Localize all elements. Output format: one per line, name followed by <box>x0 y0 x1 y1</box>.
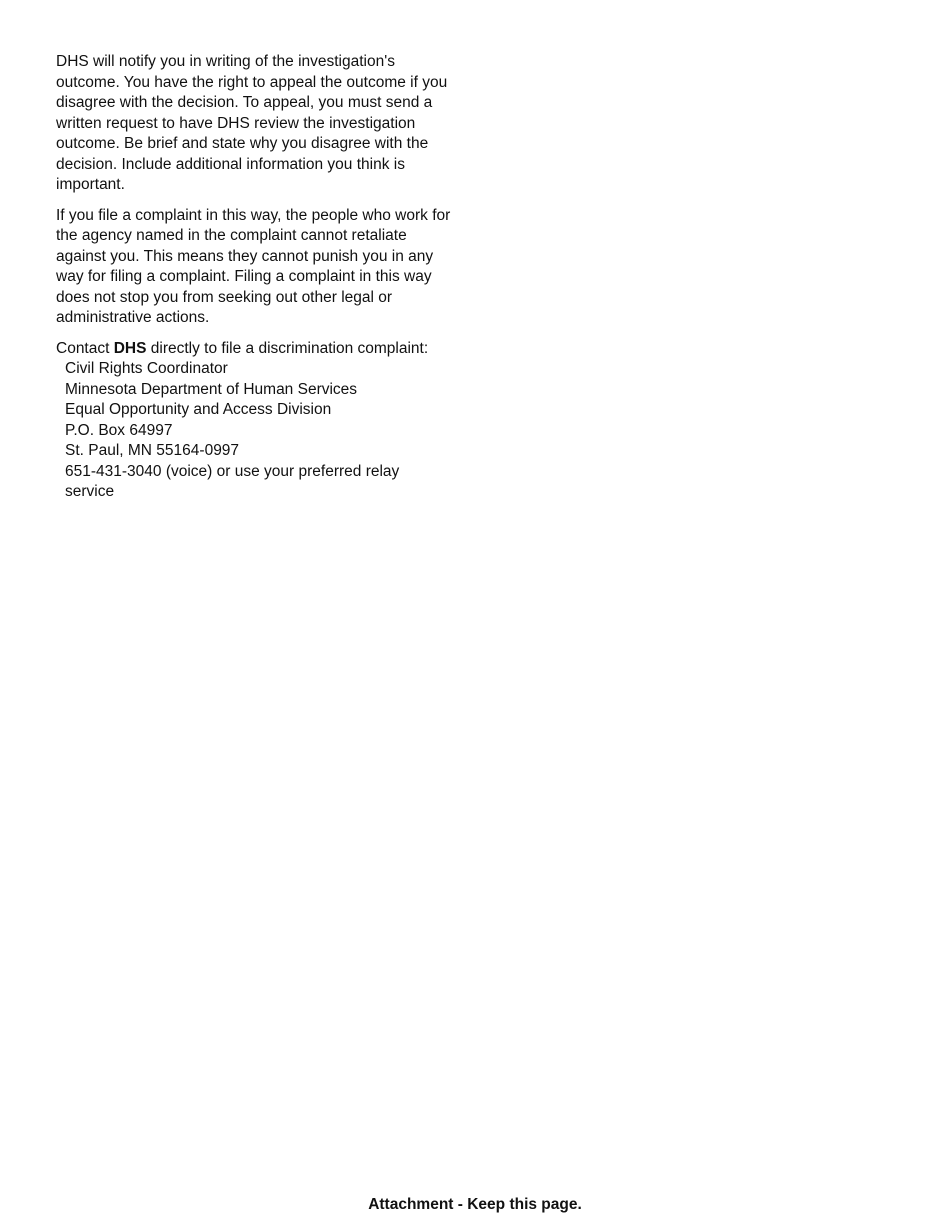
contact-agency: DHS <box>113 339 147 357</box>
page-footer: Attachment - Keep this page. <box>368 1196 582 1213</box>
address-line-phone: 651-431-3040 (voice) or use your preferred relay service <box>65 462 400 500</box>
contact-prefix: Contact <box>56 339 114 357</box>
contact-suffix: directly to file a discrimination complaint: <box>146 339 429 357</box>
address-line-city: St. Paul, MN 55164-0997 <box>65 442 240 459</box>
retaliation-paragraph: If you file a complaint in this way, the people who work for the agency named in the complaint cannot retaliate against you. This means they cannot punish you in any way for filing a complaint. Filing a complaint in this way does not stop you from seeking out other legal or administrative actions. <box>56 206 451 326</box>
contact-intro <box>56 339 452 360</box>
address-line-coordinator: Civil Rights Coordinator <box>65 360 228 377</box>
document-body <box>56 52 452 503</box>
address-line-division: Equal Opportunity and Access Division <box>65 401 332 418</box>
address-block <box>56 359 452 503</box>
appeal-paragraph: DHS will notify you in writing of the investigation's outcome. You have the right to appeal the outcome if you disagree with the decision. To appeal, you must send a written request to have DHS review the investigation outcome. Be brief and state why you disagree with the decision. Include additional information you think is important. <box>56 53 448 193</box>
address-line-po-box: P.O. Box 64997 <box>65 421 173 439</box>
address-line-department: Minnesota Department of Human Services <box>65 380 358 398</box>
